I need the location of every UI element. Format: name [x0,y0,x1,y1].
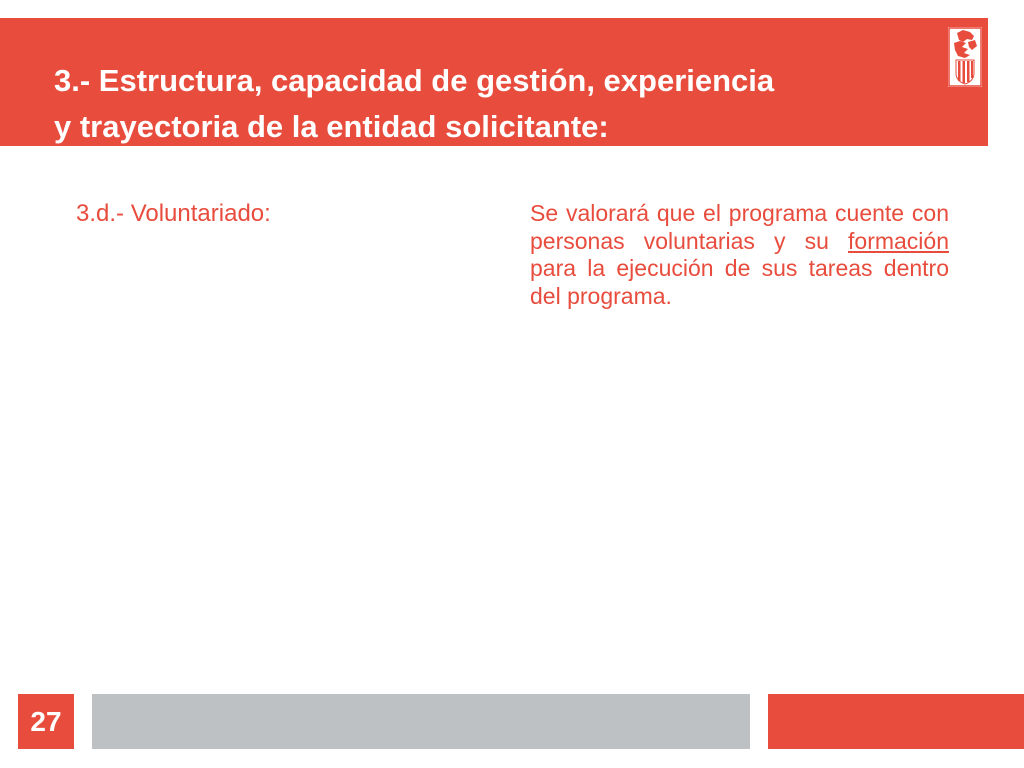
slide-title [54,58,934,150]
footer-red-bar [768,694,1024,749]
description-underlined-term: formación [848,227,949,254]
footer-gray-bar [92,694,750,749]
criterion-description [530,200,949,310]
description-text-part-1: Se valorará que el programa cuente con personas voluntarias y su [530,200,949,254]
generalitat-valenciana-logo-icon [948,27,982,87]
page-number: 27 [18,694,74,749]
slide-title-line-1: 3.- Estructura, capacidad de gestión, experiencia [54,63,775,98]
section-subtitle: 3.d.- Voluntariado: [76,200,271,227]
slide-title-line-2: y trayectoria de la entidad solicitante: [54,109,609,144]
description-text-part-2: para la ejecución de sus tareas dentro del programa. [530,255,949,309]
